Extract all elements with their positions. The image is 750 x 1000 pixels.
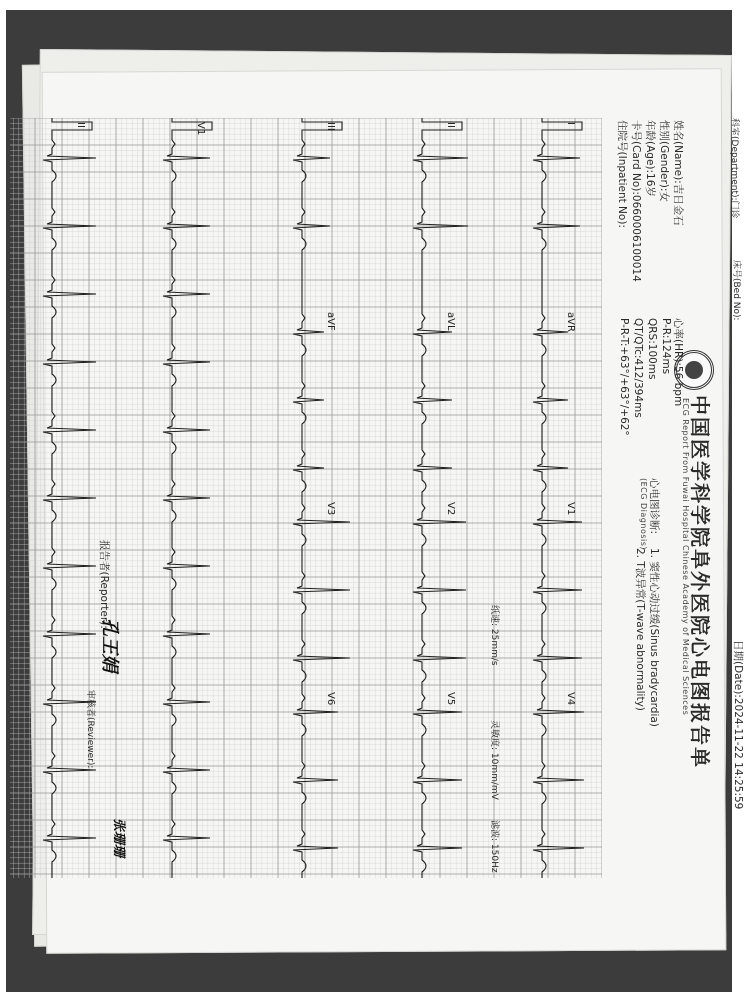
sensitivity: 灵敏度: 10mm/mV — [489, 720, 499, 800]
report-title: 中国医学科学院阜外医院心电图报告单 — [688, 395, 712, 769]
paper-speed: 纸速: 25mm/s — [489, 605, 499, 666]
qt-qtc: QT/QTc:412/394ms — [632, 318, 644, 418]
lead-label: II — [445, 122, 456, 128]
lead-label: II — [75, 122, 86, 128]
ecg-grid — [10, 118, 602, 878]
reviewer-signature: 张珊珊 — [111, 818, 126, 858]
diagnosis-label: 心电图诊断: — [648, 478, 660, 535]
electrical-axis: P-R-T:+63°/+63°/+62° — [618, 318, 630, 436]
bed-number: 床号(Bed No): — [731, 260, 741, 321]
report-date: 日期(Date):2024-11-22 14:25:59 — [732, 640, 744, 810]
qrs-duration: QRS:100ms — [646, 318, 658, 380]
lead-label: aVR — [565, 312, 576, 332]
report-title-english: ECG Report From Fuwai Hospital Chinese Academy of Medical Sciences — [681, 398, 690, 716]
lead-label: V5 — [445, 692, 456, 706]
pr-interval: P-R:124ms — [660, 318, 672, 375]
lead-label: V3 — [325, 502, 336, 516]
diagnosis-line-1: 1. 窦性心动过缓(Sinus bradycardia) — [648, 548, 660, 727]
ecg-trace — [293, 118, 350, 878]
lead-label: V1 — [565, 502, 576, 516]
ecg-trace — [533, 118, 584, 878]
lead-label: V6 — [325, 692, 336, 706]
patient-age: 年龄(Age):16岁 — [644, 120, 656, 197]
lead-label: aVL — [445, 312, 456, 331]
lead-label: aVF — [325, 312, 336, 331]
patient-inpatient-number: 住院号(Inpatient No): — [616, 120, 628, 228]
diagnosis-label-english: (ECG Diagnosis) — [639, 478, 648, 551]
reviewer-label: 审核者(Reviewer): — [85, 690, 95, 769]
patient-gender: 性别(Gender):女 — [658, 120, 670, 202]
heart-rate: 心率(HR):56 bpm — [672, 318, 684, 407]
reporter-signature: 孔王娟 — [99, 618, 120, 672]
department: 科室(Department):门诊 — [729, 118, 739, 219]
lead-label: V2 — [445, 502, 456, 516]
diagnosis-line-2: 2. T波异常(T-wave abnormality) — [634, 548, 646, 711]
reporter-label: 报告者(Reporter): — [98, 540, 110, 629]
ecg-trace — [413, 118, 468, 878]
patient-card-number: 卡号(Card No):0660006100014 — [630, 120, 642, 282]
filter: 滤波: 150Hz — [489, 820, 499, 873]
lead-label: III — [325, 122, 336, 131]
patient-name: 姓名(Name):吉日金石 — [672, 120, 684, 226]
lead-label: V4 — [565, 692, 576, 706]
lead-label: I — [565, 122, 576, 125]
lead-label: V1 — [195, 122, 206, 136]
